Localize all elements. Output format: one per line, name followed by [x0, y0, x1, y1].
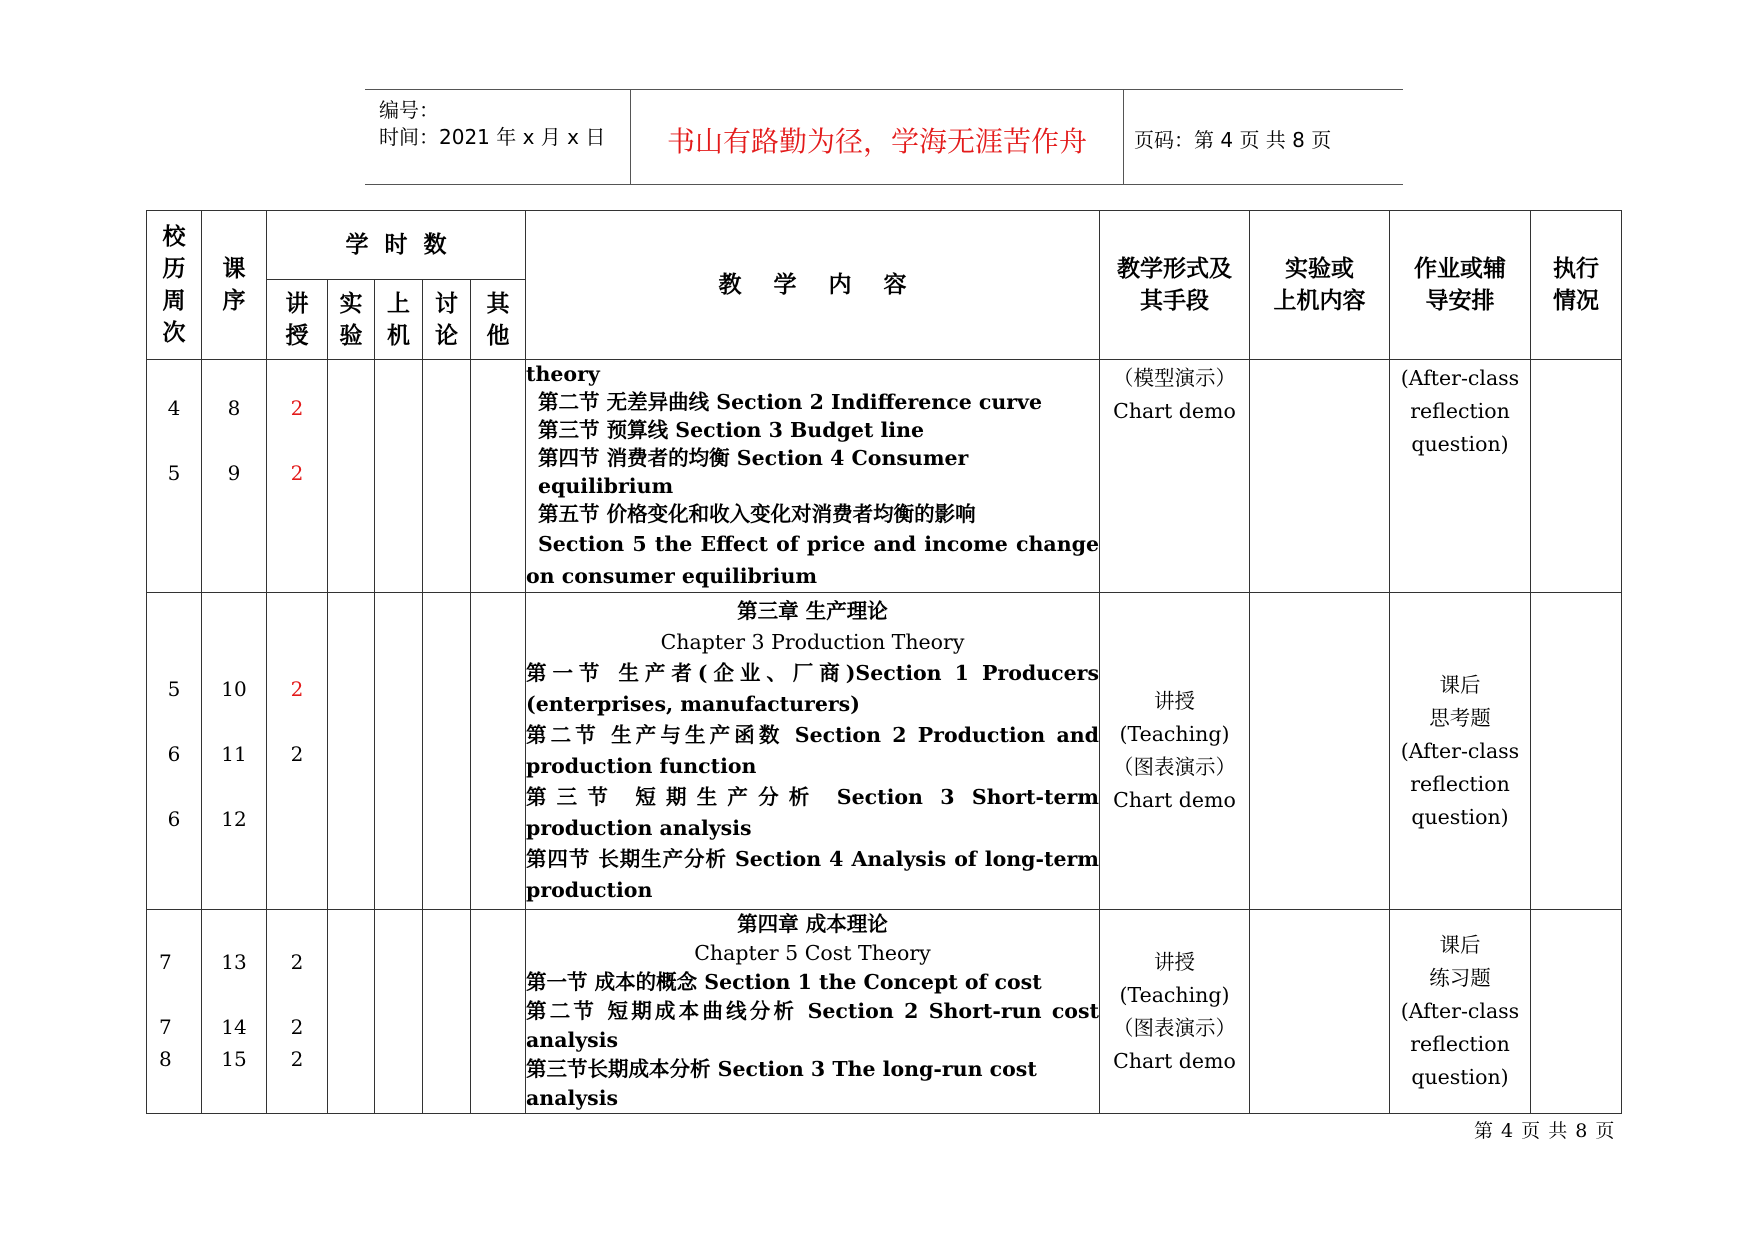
status-cell: [1531, 593, 1622, 910]
week-cell: 7 7 8: [147, 910, 202, 1114]
table-row: [147, 910, 1622, 1114]
page-footer: 第 4 页 共 8 页: [1474, 1120, 1616, 1142]
content-cell: theory 第二节 无差异曲线 Section 2 Indifference curve 第三节 预算线 Section 3 Budget line 第四节 消费者的均衡 Section 4 Consumer equilibrium 第五节 价格变化和收入变化对消费者均衡的影响 Section 5 the Effect of price and income change on consumer equilibrium: [526, 360, 1100, 593]
content-cell: 第三章 生产理论 Chapter 3 Production Theory 第一节 生产者(企业、厂商)Section 1 Producers (enterprises, manufacturers) 第二节 生产与生产函数 Section 2 Production and production function 第三节 短期生产分析 Section 3 Short-term production analysis 第四节 长期生产分析 Section 4 Analysis of long-term production: [526, 593, 1100, 910]
header-hours: 学 时 数: [267, 211, 526, 280]
chapter-title-cn: 第三章 生产理论: [737, 599, 888, 623]
teaching-form-cell: 讲授 (Teaching) （图表演示） Chart demo: [1100, 593, 1250, 910]
header-row-1: [147, 211, 1622, 280]
content-cell: 第四章 成本理论 Chapter 5 Cost Theory 第一节 成本的概念 Section 1 the Concept of cost 第二节 短期成本曲线分析 Section 2 Short-run cost analysis 第三节长期成本分析 Section 3 The long-run cost analysis: [526, 910, 1100, 1114]
time-label: 时间：2021 年 x 月 x 日: [379, 125, 606, 149]
table-row: [147, 360, 1622, 593]
header-content: 教 学 内 容: [526, 211, 1100, 360]
header-meta-cell: [365, 90, 630, 184]
lecture-hours-cell: 2 2 2: [267, 910, 328, 1114]
chapter-title-en: Chapter 3 Production Theory: [660, 630, 965, 654]
lecture-hours-cell: 2 2: [267, 593, 328, 910]
header-week: 校 历 周 次: [147, 211, 202, 360]
homework-cell: 课后 练习题 (After-class reflection question): [1390, 910, 1531, 1114]
other-hours-cell: [471, 360, 526, 593]
header-form: 教学形式及 其手段: [1100, 211, 1250, 360]
computer-hours-cell: [375, 910, 423, 1114]
header-computer: 上 机: [375, 280, 423, 360]
lesson-cell: 8 9: [202, 360, 267, 593]
header-discussion: 讨 论: [423, 280, 471, 360]
status-cell: [1531, 910, 1622, 1114]
experiment-hours-cell: [328, 360, 375, 593]
week-cell: 4 5: [147, 360, 202, 593]
lesson-cell: 10 11 12: [202, 593, 267, 910]
chapter-title-en: Chapter 5 Cost Theory: [694, 941, 931, 965]
lab-cell: [1250, 593, 1390, 910]
header-motto-cell: [630, 90, 1124, 184]
header-page-cell: [1122, 90, 1403, 184]
id-label: 编号：: [379, 98, 439, 122]
other-hours-cell: [471, 593, 526, 910]
header-other: 其 他: [471, 280, 526, 360]
experiment-hours-cell: [328, 910, 375, 1114]
header-homework: 作业或辅 导安排: [1390, 211, 1531, 360]
document-header: [365, 89, 1403, 185]
discussion-hours-cell: [423, 593, 471, 910]
lab-cell: [1250, 360, 1390, 593]
discussion-hours-cell: [423, 360, 471, 593]
table-row: [147, 593, 1622, 910]
homework-cell: 课后 思考题 (After-class reflection question): [1390, 593, 1531, 910]
teaching-form-cell: （模型演示） Chart demo: [1100, 360, 1250, 593]
discussion-hours-cell: [423, 910, 471, 1114]
header-experiment: 实 验: [328, 280, 375, 360]
week-cell: 5 6 6: [147, 593, 202, 910]
status-cell: [1531, 360, 1622, 593]
computer-hours-cell: [375, 593, 423, 910]
lab-cell: [1250, 910, 1390, 1114]
computer-hours-cell: [375, 360, 423, 593]
other-hours-cell: [471, 910, 526, 1114]
schedule-table: [146, 210, 1622, 1114]
lecture-hours-cell: 2 2: [267, 360, 328, 593]
experiment-hours-cell: [328, 593, 375, 910]
motto: 书山有路勤为径，学海无涯苦作舟: [666, 125, 1087, 158]
homework-cell: (After-class reflection question): [1390, 360, 1531, 593]
header-lesson: 课 序: [202, 211, 267, 360]
chapter-title-cn: 第四章 成本理论: [737, 912, 888, 936]
header-lecture: 讲 授: [267, 280, 328, 360]
header-lab: 实验或 上机内容: [1250, 211, 1390, 360]
page-label: 页码：第 4 页 共 8 页: [1134, 128, 1332, 152]
lesson-cell: 13 14 15: [202, 910, 267, 1114]
teaching-form-cell: 讲授 (Teaching) （图表演示） Chart demo: [1100, 910, 1250, 1114]
header-status: 执行 情况: [1531, 211, 1622, 360]
